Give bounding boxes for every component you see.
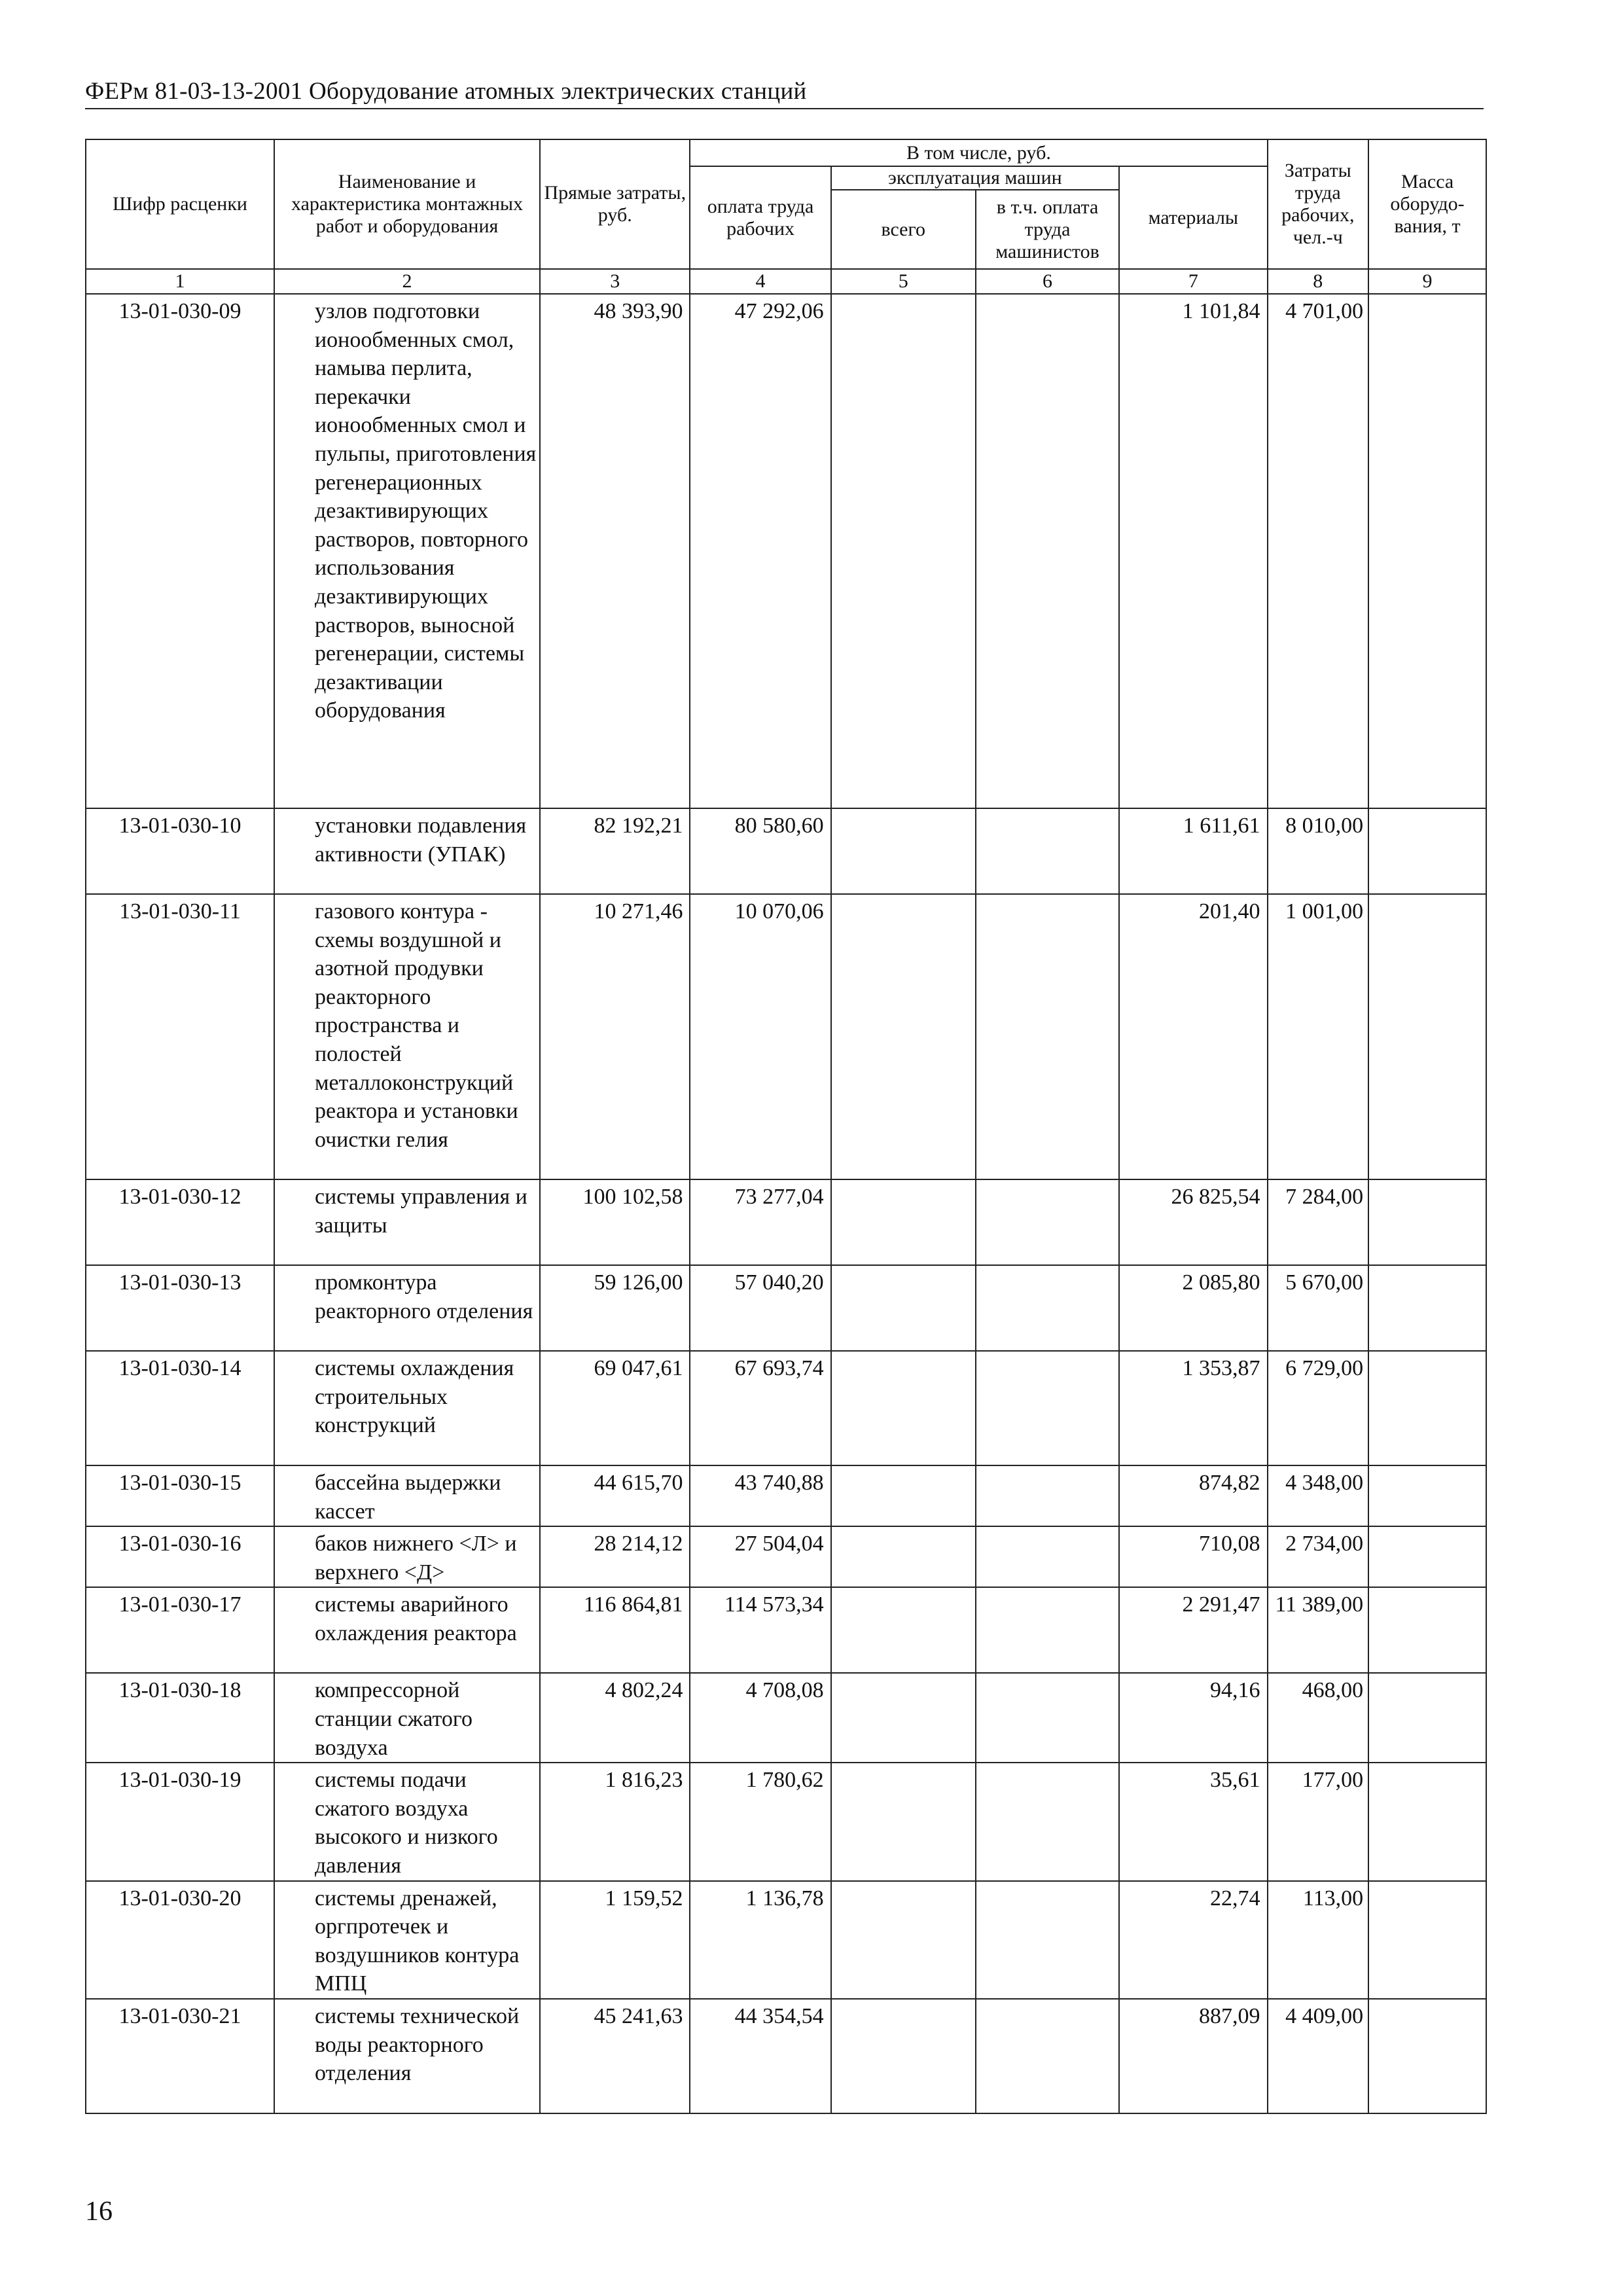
- labor-cost-cell: 468,00: [1268, 1673, 1369, 1763]
- rate-code-cell: 13-01-030-12: [86, 1179, 274, 1265]
- table-row: [86, 1265, 1486, 1351]
- drivers-wages-cell: [976, 1999, 1119, 2113]
- labor-cost-cell: 8 010,00: [1268, 808, 1369, 894]
- materials-cell: 26 825,54: [1119, 1179, 1267, 1265]
- equipment-mass-cell: [1368, 1526, 1486, 1587]
- work-name-cell: баков нижнего <Л> и верхнего <Д>: [274, 1526, 540, 1587]
- equipment-mass-cell: [1368, 294, 1486, 808]
- direct-costs-cell: 48 393,90: [540, 294, 690, 808]
- table-body: [86, 294, 1486, 2113]
- rate-code-cell: 13-01-030-14: [86, 1351, 274, 1465]
- materials-cell: 874,82: [1119, 1465, 1267, 1526]
- header-labor: Затраты труда рабочих, чел.-ч: [1268, 139, 1369, 269]
- work-name-cell: системы технической воды реакторного отделения: [274, 1999, 540, 2113]
- direct-costs-cell: 116 864,81: [540, 1587, 690, 1673]
- direct-costs-cell: 82 192,21: [540, 808, 690, 894]
- labor-cost-cell: 4 409,00: [1268, 1999, 1369, 2113]
- drivers-wages-cell: [976, 1265, 1119, 1351]
- direct-costs-cell: 45 241,63: [540, 1999, 690, 2113]
- header-name: Наименование и характеристика монтажных работ и оборудования: [274, 139, 540, 269]
- direct-costs-cell: 1 816,23: [540, 1763, 690, 1880]
- header-rule: [85, 108, 1484, 109]
- machines-total-cell: [831, 1265, 976, 1351]
- materials-cell: 2 291,47: [1119, 1587, 1267, 1673]
- machines-total-cell: [831, 1587, 976, 1673]
- equipment-mass-cell: [1368, 1587, 1486, 1673]
- header-machines-total: всего: [831, 190, 976, 269]
- page-number: 16: [85, 2197, 113, 2227]
- materials-cell: 710,08: [1119, 1526, 1267, 1587]
- header-wages: оплата труда рабочих: [690, 166, 830, 269]
- column-number: 7: [1119, 269, 1267, 294]
- labor-cost-cell: 1 001,00: [1268, 894, 1369, 1179]
- drivers-wages-cell: [976, 808, 1119, 894]
- machines-total-cell: [831, 1763, 976, 1880]
- rate-code-cell: 13-01-030-16: [86, 1526, 274, 1587]
- drivers-wages-cell: [976, 1465, 1119, 1526]
- rate-code-cell: 13-01-030-09: [86, 294, 274, 808]
- drivers-wages-cell: [976, 1351, 1119, 1465]
- work-name-cell: бассейна выдержки кассет: [274, 1465, 540, 1526]
- drivers-wages-cell: [976, 1763, 1119, 1880]
- equipment-mass-cell: [1368, 1265, 1486, 1351]
- wages-cell: 73 277,04: [690, 1179, 830, 1265]
- equipment-mass-cell: [1368, 808, 1486, 894]
- machines-total-cell: [831, 808, 976, 894]
- wages-cell: 43 740,88: [690, 1465, 830, 1526]
- equipment-mass-cell: [1368, 1351, 1486, 1465]
- direct-costs-cell: 28 214,12: [540, 1526, 690, 1587]
- wages-cell: 114 573,34: [690, 1587, 830, 1673]
- rate-code-cell: 13-01-030-15: [86, 1465, 274, 1526]
- column-number: 4: [690, 269, 830, 294]
- equipment-mass-cell: [1368, 1465, 1486, 1526]
- column-number: 6: [976, 269, 1119, 294]
- wages-cell: 1 780,62: [690, 1763, 830, 1880]
- rates-table: [85, 139, 1487, 2114]
- labor-cost-cell: 113,00: [1268, 1881, 1369, 1999]
- table-row: [86, 1999, 1486, 2113]
- materials-cell: 22,74: [1119, 1881, 1267, 1999]
- drivers-wages-cell: [976, 1526, 1119, 1587]
- wages-cell: 10 070,06: [690, 894, 830, 1179]
- equipment-mass-cell: [1368, 894, 1486, 1179]
- work-name-cell: системы управления и защиты: [274, 1179, 540, 1265]
- header-machines: эксплуатация машин: [831, 166, 1120, 190]
- drivers-wages-cell: [976, 294, 1119, 808]
- drivers-wages-cell: [976, 894, 1119, 1179]
- work-name-cell: системы охлаждения строительных конструкций: [274, 1351, 540, 1465]
- table-row: [86, 294, 1486, 808]
- drivers-wages-cell: [976, 1881, 1119, 1999]
- wages-cell: 67 693,74: [690, 1351, 830, 1465]
- rate-code-cell: 13-01-030-19: [86, 1763, 274, 1880]
- work-name-cell: газового контура - схемы воздушной и азотной продувки реакторного пространства и полостей металлоконструкций реактора и установки очистки гелия: [274, 894, 540, 1179]
- header-materials: материалы: [1119, 166, 1267, 269]
- labor-cost-cell: 5 670,00: [1268, 1265, 1369, 1351]
- table-row: [86, 1526, 1486, 1587]
- column-number: 2: [274, 269, 540, 294]
- equipment-mass-cell: [1368, 1999, 1486, 2113]
- labor-cost-cell: 4 701,00: [1268, 294, 1369, 808]
- table-row: [86, 1351, 1486, 1465]
- direct-costs-cell: 1 159,52: [540, 1881, 690, 1999]
- labor-cost-cell: 11 389,00: [1268, 1587, 1369, 1673]
- machines-total-cell: [831, 1465, 976, 1526]
- column-number: 5: [831, 269, 976, 294]
- table-row: [86, 1587, 1486, 1673]
- table-row: [86, 1763, 1486, 1880]
- materials-cell: 2 085,80: [1119, 1265, 1267, 1351]
- work-name-cell: системы аварийного охлаждения реактора: [274, 1587, 540, 1673]
- equipment-mass-cell: [1368, 1881, 1486, 1999]
- machines-total-cell: [831, 1351, 976, 1465]
- work-name-cell: системы дренажей, оргпротечек и воздушников контура МПЦ: [274, 1881, 540, 1999]
- direct-costs-cell: 44 615,70: [540, 1465, 690, 1526]
- header-drivers-wages: в т.ч. оплата труда машинистов: [976, 190, 1119, 269]
- table-row: [86, 1179, 1486, 1265]
- header-including: В том числе, руб.: [690, 139, 1267, 166]
- materials-cell: 94,16: [1119, 1673, 1267, 1763]
- rate-code-cell: 13-01-030-11: [86, 894, 274, 1179]
- header-mass: Масса оборудо-вания, т: [1368, 139, 1486, 269]
- machines-total-cell: [831, 294, 976, 808]
- table-row: [86, 808, 1486, 894]
- materials-cell: 1 611,61: [1119, 808, 1267, 894]
- work-name-cell: системы подачи сжатого воздуха высокого и низкого давления: [274, 1763, 540, 1880]
- machines-total-cell: [831, 1673, 976, 1763]
- labor-cost-cell: 177,00: [1268, 1763, 1369, 1880]
- drivers-wages-cell: [976, 1179, 1119, 1265]
- machines-total-cell: [831, 1179, 976, 1265]
- table-row: [86, 1881, 1486, 1999]
- labor-cost-cell: 4 348,00: [1268, 1465, 1369, 1526]
- materials-cell: 201,40: [1119, 894, 1267, 1179]
- rate-code-cell: 13-01-030-18: [86, 1673, 274, 1763]
- wages-cell: 80 580,60: [690, 808, 830, 894]
- drivers-wages-cell: [976, 1673, 1119, 1763]
- running-header: ФЕРм 81-03-13-2001 Оборудование атомных электрических станций: [85, 78, 807, 105]
- materials-cell: 35,61: [1119, 1763, 1267, 1880]
- header-code: Шифр расценки: [86, 139, 274, 269]
- drivers-wages-cell: [976, 1587, 1119, 1673]
- equipment-mass-cell: [1368, 1179, 1486, 1265]
- labor-cost-cell: 2 734,00: [1268, 1526, 1369, 1587]
- direct-costs-cell: 4 802,24: [540, 1673, 690, 1763]
- machines-total-cell: [831, 1881, 976, 1999]
- labor-cost-cell: 6 729,00: [1268, 1351, 1369, 1465]
- materials-cell: 887,09: [1119, 1999, 1267, 2113]
- header-direct: Прямые затраты, руб.: [540, 139, 690, 269]
- wages-cell: 44 354,54: [690, 1999, 830, 2113]
- equipment-mass-cell: [1368, 1763, 1486, 1880]
- table-row: [86, 1465, 1486, 1526]
- labor-cost-cell: 7 284,00: [1268, 1179, 1369, 1265]
- rate-code-cell: 13-01-030-10: [86, 808, 274, 894]
- materials-cell: 1 353,87: [1119, 1351, 1267, 1465]
- direct-costs-cell: 100 102,58: [540, 1179, 690, 1265]
- table-row: [86, 1673, 1486, 1763]
- table-row: [86, 894, 1486, 1179]
- equipment-mass-cell: [1368, 1673, 1486, 1763]
- machines-total-cell: [831, 1526, 976, 1587]
- materials-cell: 1 101,84: [1119, 294, 1267, 808]
- direct-costs-cell: 10 271,46: [540, 894, 690, 1179]
- wages-cell: 57 040,20: [690, 1265, 830, 1351]
- machines-total-cell: [831, 1999, 976, 2113]
- direct-costs-cell: 59 126,00: [540, 1265, 690, 1351]
- work-name-cell: узлов подготовки ионообменных смол, намыва перлита, перекачки ионообменных смол и пульпы, приготовления регенерационных дезактивирующих растворов, повторного использования дезактивирующих растворов, выносной регенерации, системы дезактивации оборудования: [274, 294, 540, 808]
- work-name-cell: установки подавления активности (УПАК): [274, 808, 540, 894]
- column-number: 1: [86, 269, 274, 294]
- machines-total-cell: [831, 894, 976, 1179]
- wages-cell: 27 504,04: [690, 1526, 830, 1587]
- wages-cell: 1 136,78: [690, 1881, 830, 1999]
- column-number: 3: [540, 269, 690, 294]
- direct-costs-cell: 69 047,61: [540, 1351, 690, 1465]
- work-name-cell: промконтура реакторного отделения: [274, 1265, 540, 1351]
- rate-code-cell: 13-01-030-21: [86, 1999, 274, 2113]
- rate-code-cell: 13-01-030-20: [86, 1881, 274, 1999]
- rate-code-cell: 13-01-030-13: [86, 1265, 274, 1351]
- column-number: 8: [1268, 269, 1369, 294]
- rate-code-cell: 13-01-030-17: [86, 1587, 274, 1673]
- work-name-cell: компрессорной станции сжатого воздуха: [274, 1673, 540, 1763]
- wages-cell: 47 292,06: [690, 294, 830, 808]
- column-number: 9: [1368, 269, 1486, 294]
- wages-cell: 4 708,08: [690, 1673, 830, 1763]
